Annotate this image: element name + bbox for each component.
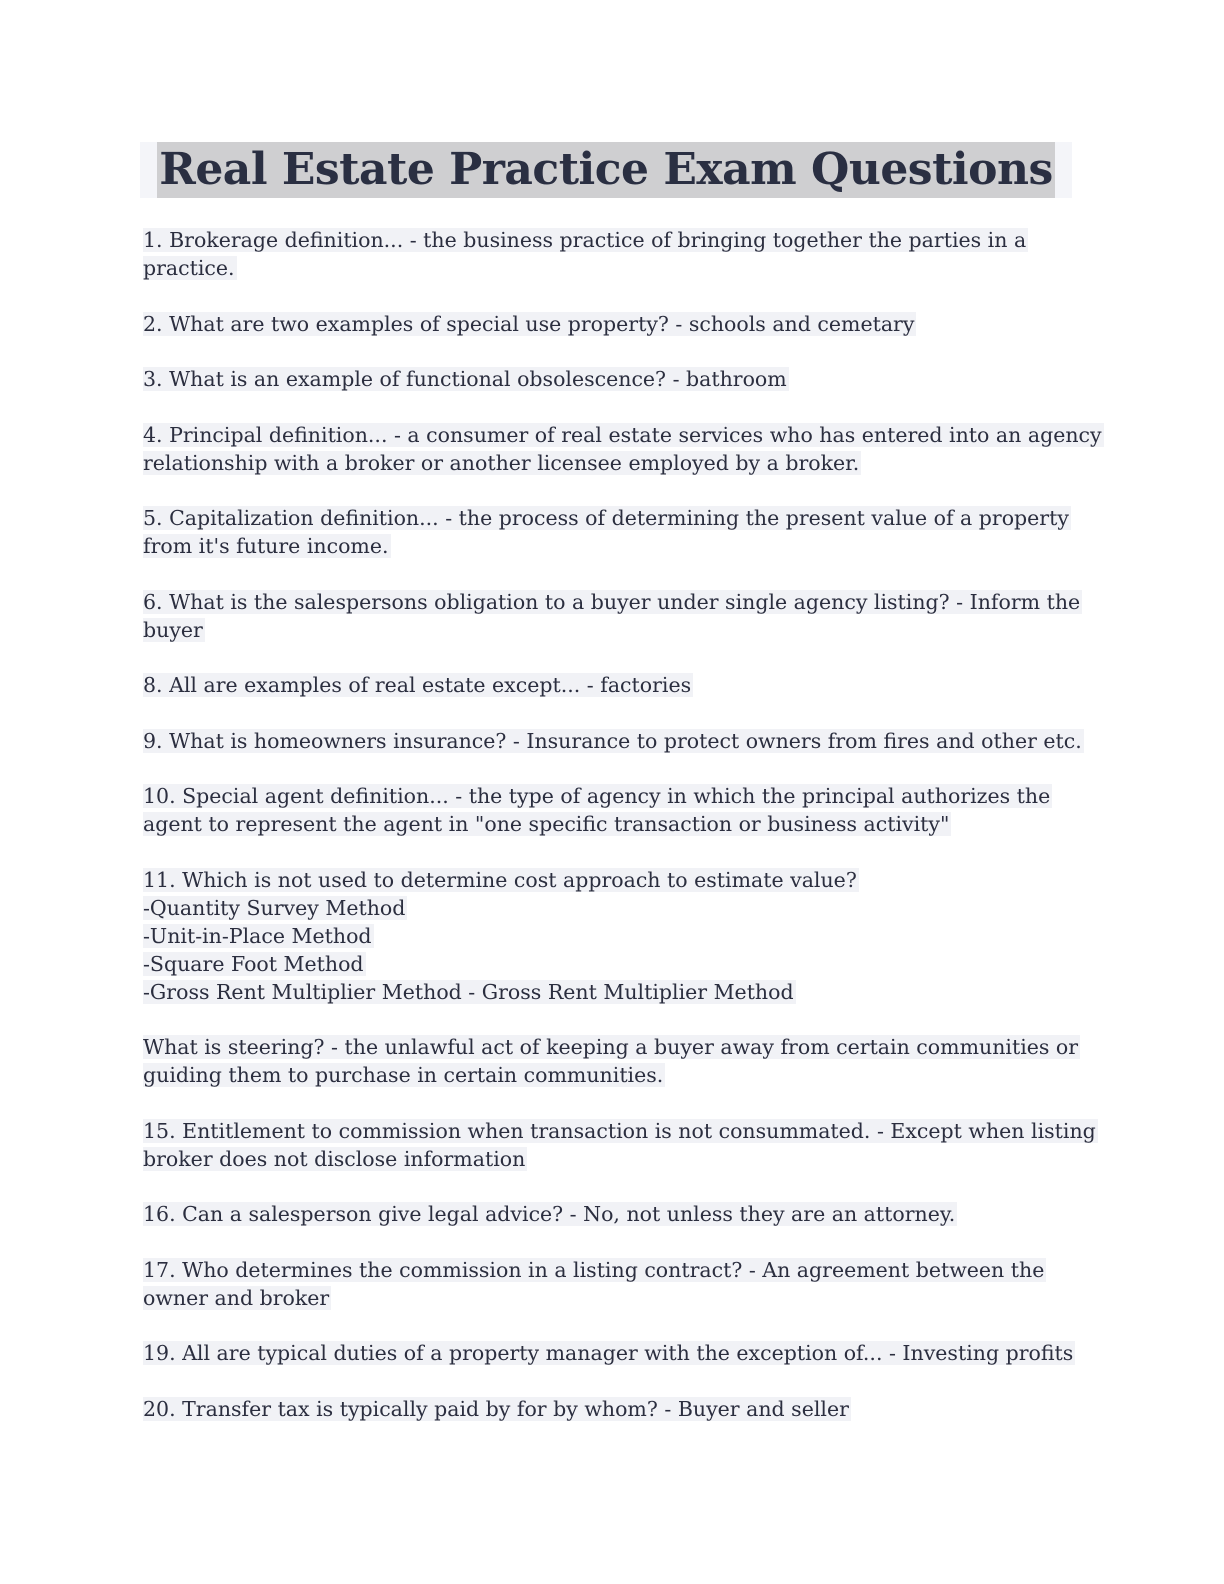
question-text: broker does not disclose information xyxy=(143,1146,526,1171)
question-text: -Square Foot Method xyxy=(143,951,364,976)
question-line xyxy=(143,810,1078,838)
question-text: 8. All are examples of real estate except... - factories xyxy=(143,673,692,697)
question-text: -Gross Rent Multiplier Method - Gross Rent Multiplier Method xyxy=(143,979,794,1004)
question-text: 19. All are typical duties of a property manager with the exception of... - Investing profits xyxy=(143,1341,1074,1365)
question-text: guiding them to purchase in certain communities. xyxy=(143,1063,664,1087)
question-line xyxy=(143,978,1078,1006)
question-line xyxy=(143,782,1078,810)
question-item xyxy=(143,782,1078,838)
question-item xyxy=(143,1395,1078,1423)
question-line xyxy=(143,532,1078,560)
question-line xyxy=(143,1145,1078,1173)
question-line xyxy=(143,1395,1078,1423)
question-text: 5. Capitalization definition... - the process of determining the present value of a property xyxy=(143,506,1069,530)
page-title: Real Estate Practice Exam Questions xyxy=(157,142,1054,198)
question-text: 9. What is homeowners insurance? - Insurance to protect owners from fires and other etc. xyxy=(143,728,1082,753)
question-line xyxy=(143,671,1078,699)
question-item xyxy=(143,310,1078,338)
question-text: 4. Principal definition... - a consumer of real estate services who has entered into an agency xyxy=(143,422,1102,447)
question-line xyxy=(143,421,1102,449)
question-text: relationship with a broker or another licensee employed by a broker. xyxy=(143,450,860,475)
question-text: owner and broker xyxy=(143,1285,330,1310)
question-text: 3. What is an example of functional obsolescence? - bathroom xyxy=(143,367,787,391)
question-line xyxy=(143,365,1078,393)
question-line xyxy=(143,1339,1078,1367)
question-text: 11. Which is not used to determine cost approach to estimate value? xyxy=(143,867,857,892)
title-band xyxy=(140,142,1072,198)
question-text: 20. Transfer tax is typically paid by for by whom? - Buyer and seller xyxy=(143,1396,849,1421)
question-line xyxy=(143,588,1081,616)
question-item xyxy=(143,1256,1078,1312)
question-line xyxy=(143,254,1078,282)
question-line xyxy=(143,922,1078,950)
question-item xyxy=(143,866,1078,1006)
question-line xyxy=(143,1200,1078,1228)
question-text: buyer xyxy=(143,617,203,642)
question-item xyxy=(143,671,1078,699)
question-text: 17. Who determines the commission in a listing contract? - An agreement between the xyxy=(143,1257,1045,1282)
question-line xyxy=(143,1117,1096,1145)
question-line xyxy=(143,310,1078,338)
question-item xyxy=(143,365,1078,393)
question-line xyxy=(143,866,1078,894)
question-item xyxy=(143,1200,1078,1228)
question-item xyxy=(143,226,1078,282)
question-item xyxy=(143,421,1102,477)
question-list xyxy=(143,226,1102,1450)
question-item xyxy=(143,504,1078,560)
question-line xyxy=(143,226,1078,254)
question-text: 16. Can a salesperson give legal advice? - No, not unless they are an attorney. xyxy=(143,1202,956,1226)
question-text: agent to represent the agent in "one specific transaction or business activity" xyxy=(143,812,950,836)
question-item xyxy=(143,588,1081,644)
question-text: What is steering? - the unlawful act of keeping a buyer away from certain communities or xyxy=(143,1035,1079,1059)
question-text: from it's future income. xyxy=(143,534,389,558)
question-item xyxy=(143,1117,1096,1173)
question-item xyxy=(143,1033,1078,1089)
question-line xyxy=(143,1061,1078,1089)
question-text: -Quantity Survey Method xyxy=(143,895,406,920)
question-text: 6. What is the salespersons obligation to a buyer under single agency listing? - Inform the xyxy=(143,589,1081,614)
question-item xyxy=(143,727,1082,755)
question-line xyxy=(143,616,1078,644)
question-text: 10. Special agent definition... - the type of agency in which the principal authorizes the xyxy=(143,784,1051,808)
question-text: 1. Brokerage definition... - the business practice of bringing together the parties in a xyxy=(143,228,1027,252)
question-text: practice. xyxy=(143,256,235,280)
question-line xyxy=(143,950,1078,978)
question-line xyxy=(143,1033,1078,1061)
question-line xyxy=(143,894,1078,922)
question-line xyxy=(143,727,1082,755)
question-item xyxy=(143,1339,1078,1367)
question-text: -Unit-in-Place Method xyxy=(143,923,372,948)
question-line xyxy=(143,449,1078,477)
question-text: 2. What are two examples of special use property? - schools and cemetary xyxy=(143,311,915,336)
question-line xyxy=(143,1284,1078,1312)
question-text: 15. Entitlement to commission when transaction is not consummated. - Except when listing xyxy=(143,1118,1096,1143)
question-line xyxy=(143,1256,1078,1284)
question-line xyxy=(143,504,1078,532)
